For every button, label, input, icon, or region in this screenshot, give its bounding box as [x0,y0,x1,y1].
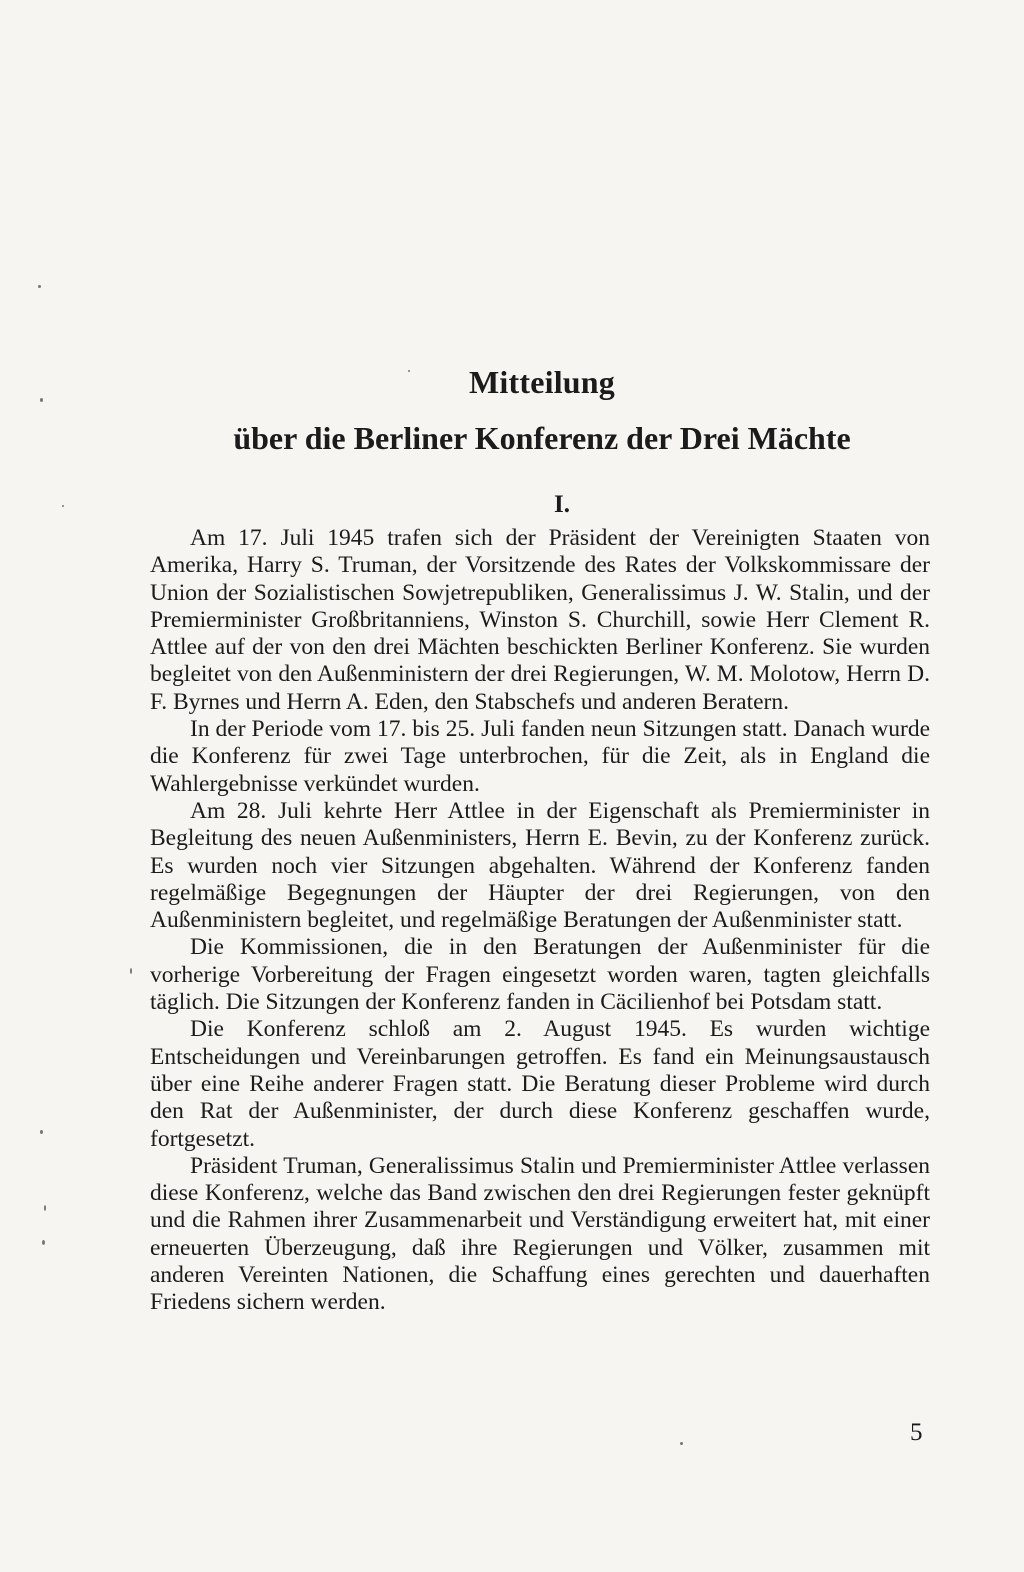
body-text [150,525,930,1317]
page-subtitle: über die Berliner Konferenz der Drei Mächte [233,420,851,456]
scan-speck [62,505,64,507]
scan-speck [408,370,410,372]
scan-speck [40,1130,43,1134]
scan-speck [680,1442,683,1445]
scan-speck [130,968,132,974]
page-title: Mitteilung [469,364,615,400]
paragraph: Am 17. Juli 1945 trafen sich der Präsident der Vereinigten Staaten von Amerika, Harry S. Truman, der Vorsitzende des Rates der Volkskommissare der Union der Sozialistischen Sowjetrepubliken, Generalissimus J. W. Stalin, und der Premierminister Großbritanniens, Winston S. Churchill, sowie Herr Clement R. Attlee auf der von den drei Mächten beschickten Berliner Konferenz. Sie wurden begleitet von den Außenministern der drei Regierungen, W. M. Molotow, Herrn D. F. Byrnes und Herrn A. Eden, den Stabschefs und anderen Beratern. [150,525,930,715]
paragraph: Die Konferenz schloß am 2. August 1945. Es wurden wichtige Entscheidungen und Vereinbarungen getroffen. Es fand ein Meinungsaustausch über eine Reihe anderer Fragen statt. Die Beratung dieser Probleme wird durch den Rat der Außenminister, der durch diese Konferenz geschaffen wurde, fortgesetzt. [150,1016,930,1152]
paragraph: Am 28. Juli kehrte Herr Attlee in der Eigenschaft als Premierminister in Begleitung des neuen Außenministers, Herrn E. Bevin, zu der Konferenz zurück. Es wurden noch vier Sitzungen abgehalten. Während der Konferenz fanden regelmäßige Begegnungen der Häupter der drei Regierungen, von den Außenministern begleitet, und regelmäßige Beratungen der Außenminister statt. [150,797,930,934]
paragraph: Die Kommissionen, die in den Beratungen der Außenminister für die vorherige Vorbereitung der Fragen eingesetzt worden waren, tagten gleichfalls täglich. Die Sitzungen der Konferenz fanden in Cäcilienhof bei Potsdam statt. [150,934,930,1016]
scan-speck [40,398,43,402]
scan-speck [42,1240,45,1245]
section-number: I. [554,491,570,518]
paragraph: Präsident Truman, Generalissimus Stalin und Premierminister Attlee verlassen diese Konferenz, welche das Band zwischen den drei Regierungen fester geknüpft und die Rahmen ihrer Zusammenarbeit und Verständigung erweitert hat, mit einer erneuerten Überzeugung, daß ihre Regierungen und Völker, zusammen mit anderen Vereinten Nationen, die Schaffung eines gerechten und dauerhaften Friedens sichern werden. [150,1152,930,1316]
scan-speck [38,285,41,288]
page-number: 5 [910,1419,923,1446]
paragraph: In der Periode vom 17. bis 25. Juli fanden neun Sitzungen statt. Danach wurde die Konferenz für zwei Tage unterbrochen, für die Zeit, als in England die Wahlergebnisse verkündet wurden. [150,716,930,797]
scan-speck [44,1205,46,1211]
